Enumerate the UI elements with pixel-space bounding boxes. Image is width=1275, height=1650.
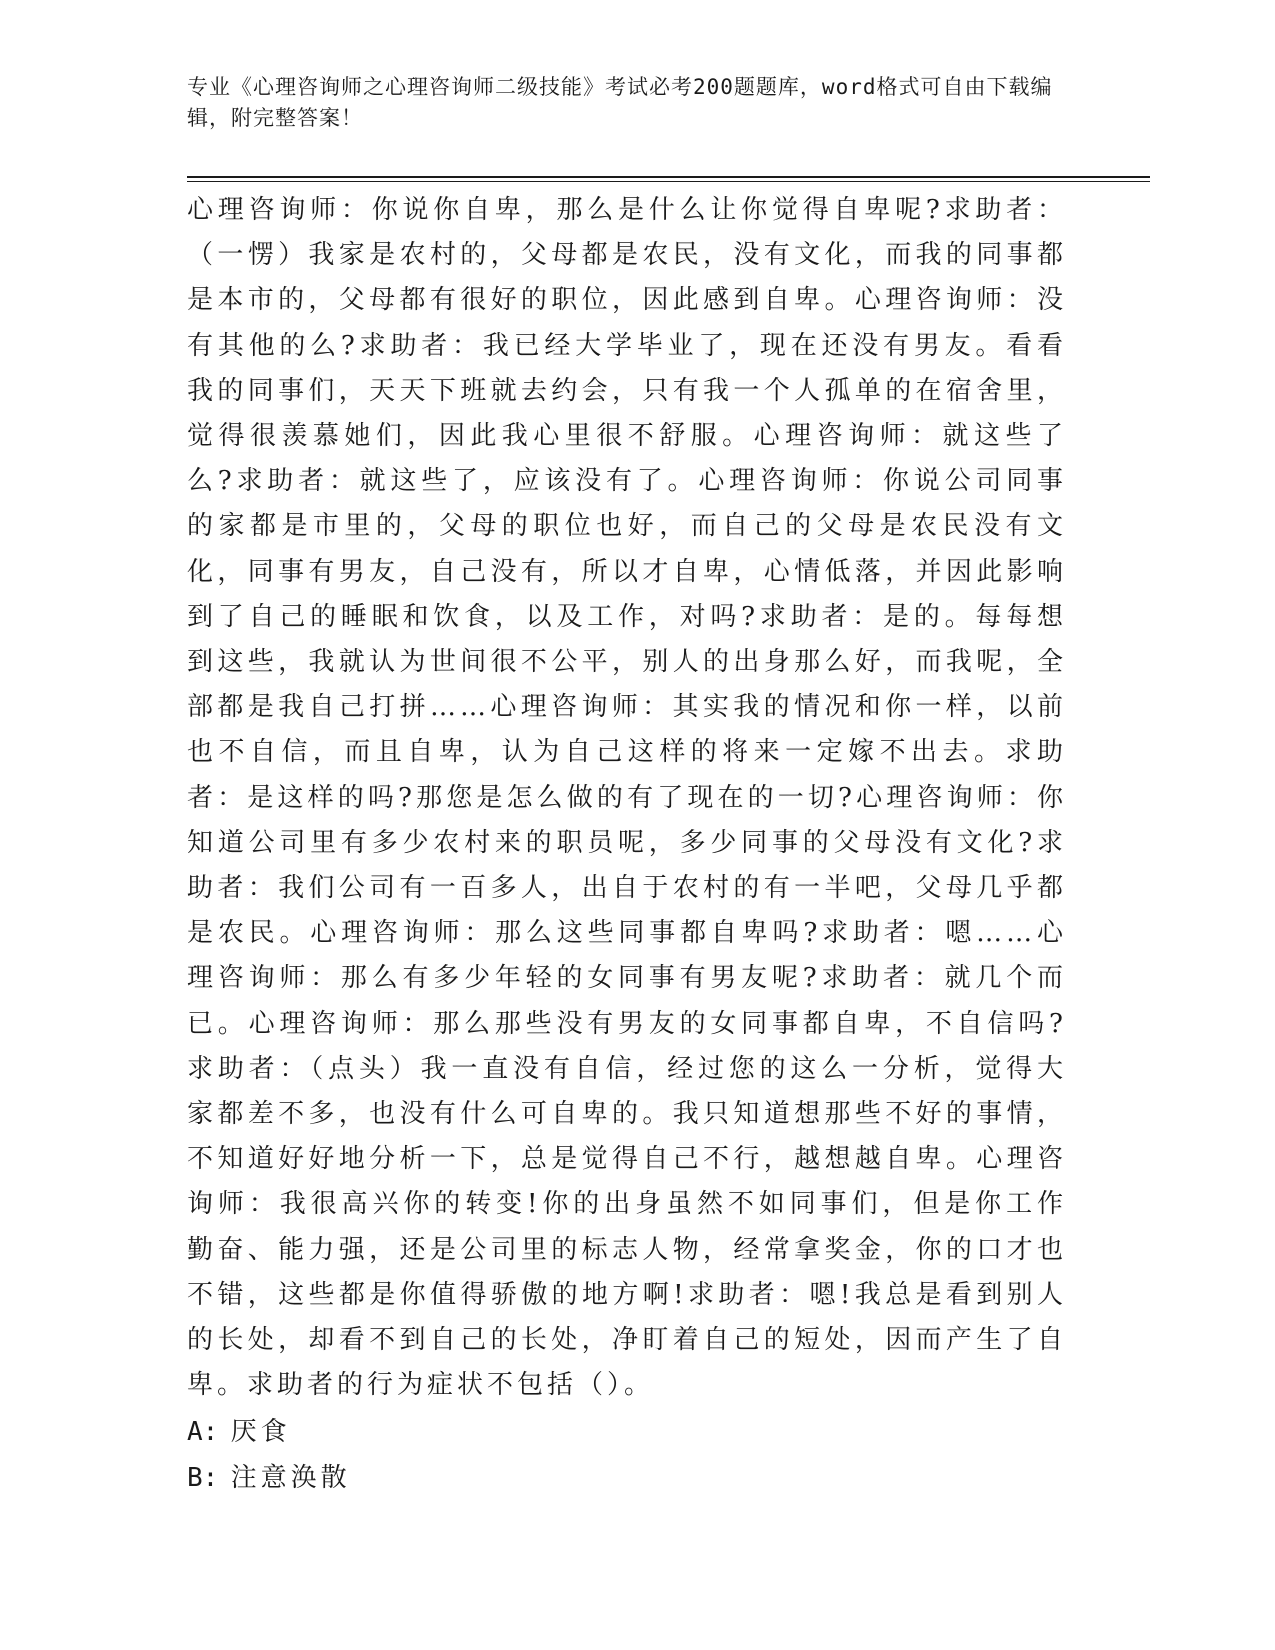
answer-options	[187, 1410, 1067, 1500]
option-b-letter: B:	[187, 1462, 219, 1493]
header-divider-thin	[187, 181, 1150, 182]
page-header: 专业《心理咨询师之心理咨询师二级技能》考试必考200题题库，word格式可自由下载编辑，附完整答案！	[187, 75, 1053, 130]
question-text: 心理咨询师：你说你自卑，那么是什么让你觉得自卑呢?求助者：（一愣）我家是农村的，父母都是农民，没有文化，而我的同事都是本市的，父母都有很好的职位，因此感到自卑。心理咨询师：没有其他的么?求助者：我已经大学毕业了，现在还没有男友。看看我的同事们，天天下班就去约会，只有我一个人孤单的在宿舍里，觉得很羡慕她们，因此我心里很不舒服。心理咨询师：就这些了么?求助者：就这些了，应该没有了。心理咨询师：你说公司同事的家都是市里的，父母的职位也好，而自己的父母是农民没有文化，同事有男友，自己没有，所以才自卑，心情低落，并因此影响到了自己的睡眠和饮食，以及工作，对吗?求助者：是的。每每想到这些，我就认为世间很不公平，别人的出身那么好，而我呢，全部都是我自己打拼……心理咨询师：其实我的情况和你一样，以前也不自信，而且自卑，认为自己这样的将来一定嫁不出去。求助者：是这样的吗?那您是怎么做的有了现在的一切?心理咨询师：你知道公司里有多少农村来的职员呢，多少同事的父母没有文化?求助者：我们公司有一百多人，出自于农村的有一半吧，父母几乎都是农民。心理咨询师：那么这些同事都自卑吗?求助者：嗯……心理咨询师：那么有多少年轻的女同事有男友呢?求助者：就几个而已。心理咨询师：那么那些没有男友的女同事都自卑，不自信吗?求助者：（点头）我一直没有自信，经过您的这么一分析，觉得大家都差不多，也没有什么可自卑的。我只知道想那些不好的事情，不知道好好地分析一下，总是觉得自己不行，越想越自卑。心理咨询师：我很高兴你的转变!你的出身虽然不如同事们，但是你工作勤奋、能力强，还是公司里的标志人物，经常拿奖金，你的口才也不错，这些都是你值得骄傲的地方啊!求助者：嗯!我总是看到别人的长处，却看不到自己的长处，净盯着自己的短处，因而产生了自卑。求助者的行为症状不包括（）。	[187, 195, 1067, 1401]
question-block	[187, 188, 1067, 1501]
option-a-text: 厌食	[230, 1417, 291, 1448]
option-a	[187, 1410, 1067, 1455]
option-b-text: 注意涣散	[230, 1462, 351, 1493]
option-b	[187, 1456, 1067, 1501]
header-divider-thick	[187, 176, 1150, 178]
option-a-letter: A:	[187, 1417, 219, 1448]
